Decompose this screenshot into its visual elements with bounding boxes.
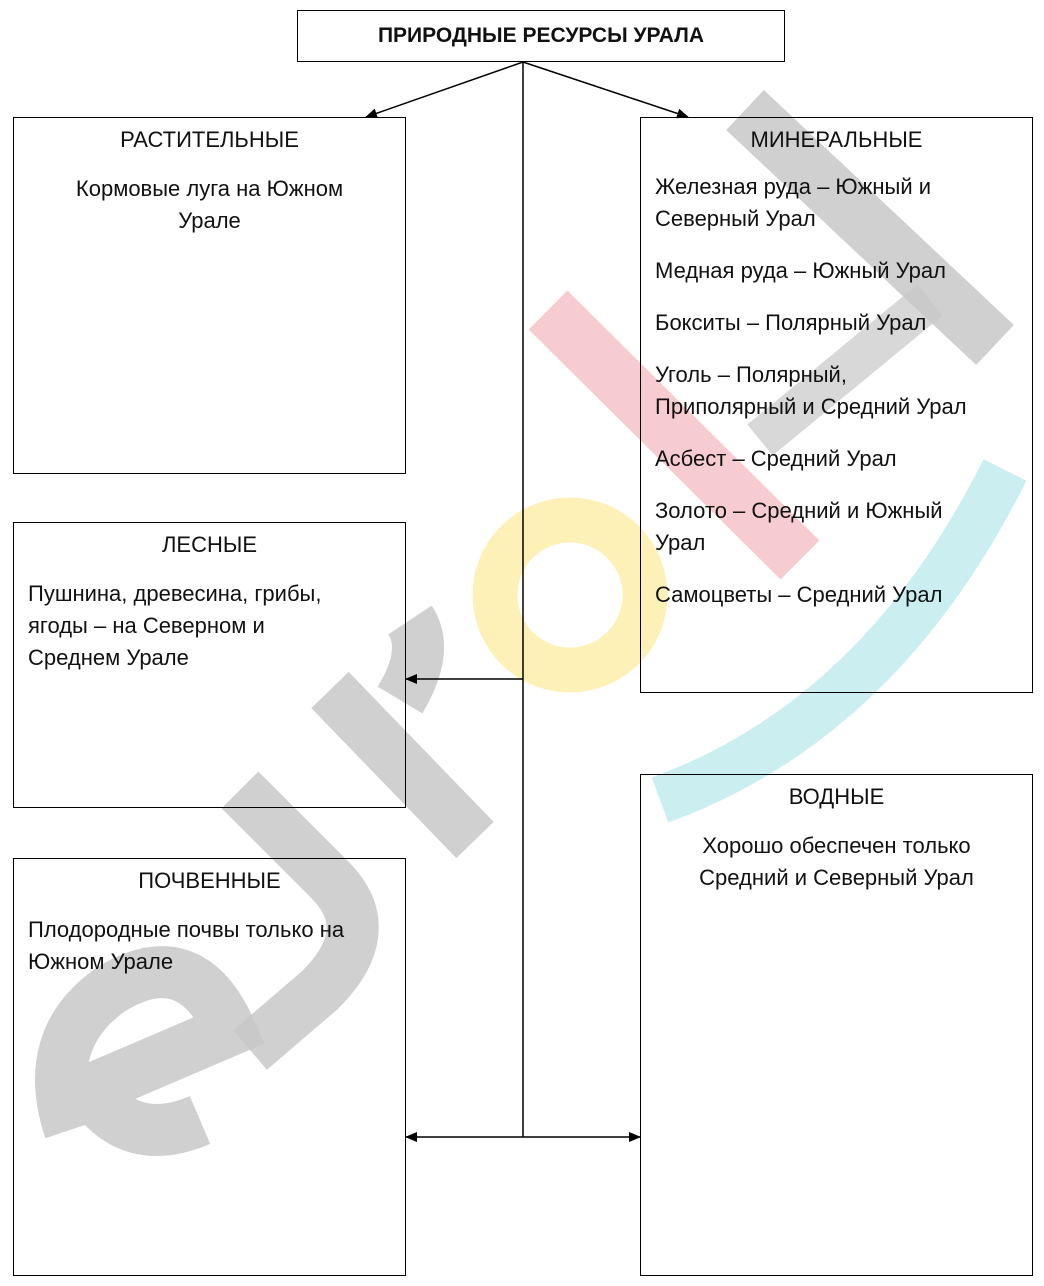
text-line: Плодородные почвы только на xyxy=(28,917,345,942)
list-item xyxy=(655,443,1018,475)
text-line: Урале xyxy=(178,208,241,233)
text-line: Кормовые луга на Южном xyxy=(75,176,344,201)
soil-resources-box xyxy=(13,858,406,1276)
soil-resources-heading: ПОЧВЕННЫЕ xyxy=(138,868,281,893)
mineral-resources-heading: МИНЕРАЛЬНЫЕ xyxy=(750,127,923,152)
text-line: Асбест – Средний Урал xyxy=(655,446,897,471)
plant-resources-text xyxy=(14,173,405,237)
text-line: Уголь – Полярный, xyxy=(655,362,847,387)
list-item xyxy=(655,255,1018,287)
diagram-title: ПРИРОДНЫЕ РЕСУРСЫ УРАЛА xyxy=(377,24,705,47)
text-line: Приполярный и Средний Урал xyxy=(655,394,967,419)
water-resources-text xyxy=(641,830,1032,894)
text-line: Железная руда – Южный и xyxy=(655,174,932,199)
forest-resources-box xyxy=(13,522,406,808)
text-line: Южном Урале xyxy=(28,949,174,974)
arrow-to-mineral xyxy=(523,62,688,117)
text-line: Золото – Средний и Южный xyxy=(655,498,943,523)
text-line: Среднем Урале xyxy=(28,645,189,670)
list-item xyxy=(655,307,1018,339)
arrow-to-plant xyxy=(366,62,523,117)
mineral-resources-list xyxy=(641,171,1032,611)
text-line: Хорошо обеспечен только xyxy=(702,833,971,858)
water-resources-heading: ВОДНЫЕ xyxy=(788,784,885,809)
text-line: Урал xyxy=(655,530,706,555)
list-item xyxy=(655,495,1018,559)
plant-resources-box xyxy=(13,117,406,474)
text-line: Пушнина, древесина, грибы, xyxy=(28,581,322,606)
forest-resources-heading: ЛЕСНЫЕ xyxy=(161,532,258,557)
list-item xyxy=(655,359,1018,423)
text-line: ягоды – на Северном и xyxy=(28,613,265,638)
soil-resources-text xyxy=(14,914,405,978)
plant-resources-heading: РАСТИТЕЛЬНЫЕ xyxy=(120,127,299,152)
text-line: Медная руда – Южный Урал xyxy=(655,258,946,283)
text-line: Средний и Северный Урал xyxy=(699,865,974,890)
text-line: Северный Урал xyxy=(655,206,816,231)
text-line: Бокситы – Полярный Урал xyxy=(655,310,927,335)
water-resources-box xyxy=(640,774,1033,1276)
text-line: Самоцветы – Средний Урал xyxy=(655,582,943,607)
mineral-resources-box xyxy=(640,117,1033,693)
list-item xyxy=(655,171,1018,235)
list-item xyxy=(655,579,1018,611)
diagram-title-box xyxy=(297,10,785,62)
forest-resources-text xyxy=(14,578,405,674)
